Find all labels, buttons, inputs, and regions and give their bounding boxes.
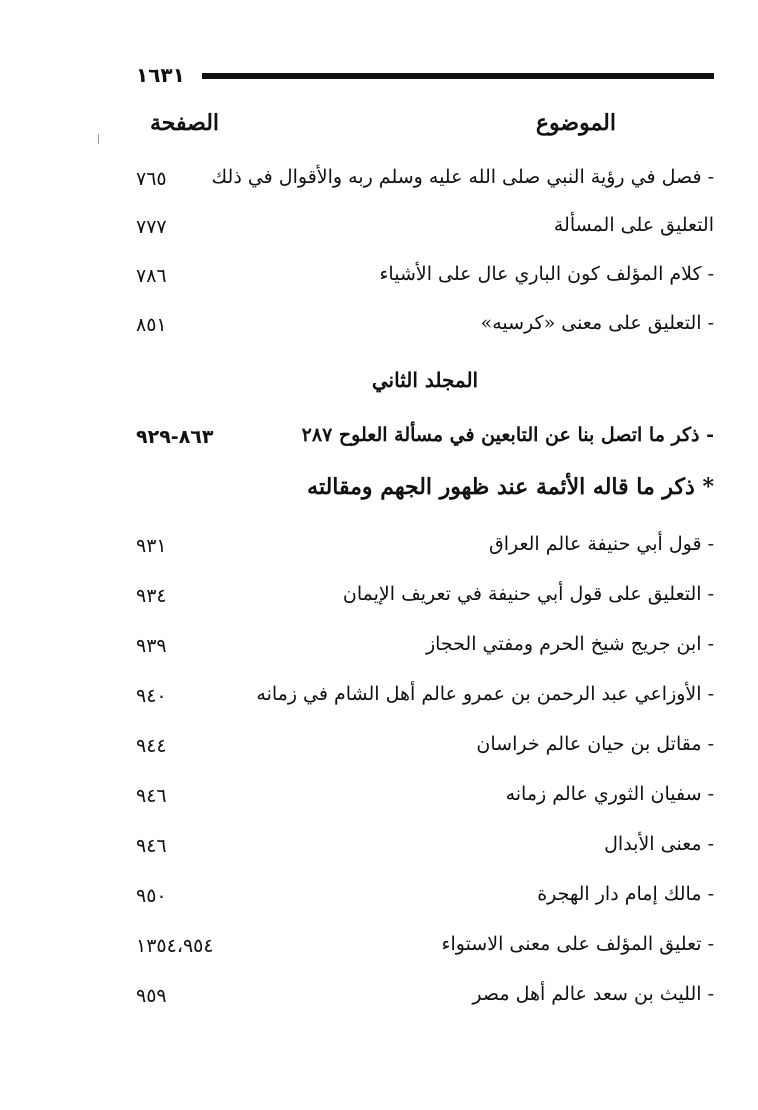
column-headers — [150, 110, 616, 144]
page-column-header: الصفحة — [150, 110, 220, 136]
toc-entry — [136, 777, 714, 817]
header-rule — [202, 73, 714, 79]
entry-page: ٩٣١ — [136, 535, 167, 557]
entry-page: ٨٥١ — [136, 314, 167, 336]
toc-entry — [136, 977, 714, 1017]
entry-page: ٩٥٩ — [136, 985, 167, 1007]
subsection-title: * ذكر ما قاله الأئمة عند ظهور الجهم ومقالته — [307, 474, 714, 500]
entry-page: ٩٤٦ — [136, 785, 167, 807]
entry-page: ٩٤٦ — [136, 835, 167, 857]
entry-title: - ابن جريج شيخ الحرم ومفتي الحجاز — [425, 633, 714, 655]
entry-title: - ذكر ما اتصل بنا عن التابعين في مسألة العلوح ٢٨٧ — [301, 424, 714, 446]
toc-entry — [136, 877, 714, 917]
entry-title: - الليث بن سعد عالم أهل مصر — [472, 983, 714, 1005]
toc-entry — [136, 208, 714, 248]
entry-page: ٩٤٠ — [136, 685, 167, 707]
entry-page: ١٣٥٤،٩٥٤ — [136, 935, 214, 957]
entry-title: - التعليق على معنى «كرسيه» — [480, 312, 714, 334]
entry-title: - معنى الأبدال — [604, 833, 714, 855]
entry-title: - كلام المؤلف كون الباري عال على الأشياء — [379, 263, 714, 285]
toc-entry — [136, 827, 714, 867]
entry-page: ٩٣٤ — [136, 585, 167, 607]
toc-entry — [136, 160, 714, 200]
entry-page: ٩٣٩ — [136, 635, 167, 657]
entry-title: - فصل في رؤية النبي صلى الله عليه وسلم ربه والأقوال في ذلك — [211, 166, 714, 188]
toc-entry — [136, 257, 714, 297]
entry-title: - مالك إمام دار الهجرة — [537, 883, 714, 905]
entry-title: - مقاتل بن حيان عالم خراسان — [476, 733, 714, 755]
entry-title: التعليق على المسألة — [553, 214, 714, 236]
toc-entry — [136, 527, 714, 567]
toc-entry — [136, 927, 714, 967]
toc-entry — [136, 627, 714, 667]
entry-title: - الأوزاعي عبد الرحمن بن عمرو عالم أهل الشام في زمانه — [256, 683, 714, 705]
margin-mark — [98, 134, 99, 144]
topic-column-header: الموضوع — [535, 110, 616, 136]
entry-page: ٩٤٤ — [136, 735, 167, 757]
section-title: المجلد الثاني — [371, 368, 479, 392]
entry-title: - تعليق المؤلف على معنى الاستواء — [441, 933, 714, 955]
entry-title: - قول أبي حنيفة عالم العراق — [488, 533, 714, 555]
entry-page: ٨٦٣-٩٢٩ — [136, 426, 214, 448]
toc-entry — [136, 577, 714, 617]
entry-page: ٧٧٧ — [136, 216, 167, 238]
entry-title: - التعليق على قول أبي حنيفة في تعريف الإيمان — [342, 583, 714, 605]
page-number: ١٦٣١ — [136, 63, 185, 87]
page-header — [136, 64, 714, 86]
toc-entry — [136, 306, 714, 346]
entry-page: ٩٥٠ — [136, 885, 167, 907]
toc-entry-bold — [136, 418, 714, 458]
entry-title: - سفيان الثوري عالم زمانه — [505, 783, 714, 805]
toc-entry — [136, 727, 714, 767]
entry-page: ٧٦٥ — [136, 168, 167, 190]
entry-page: ٧٨٦ — [136, 265, 167, 287]
toc-entry — [136, 677, 714, 717]
subsection-heading — [136, 468, 714, 508]
